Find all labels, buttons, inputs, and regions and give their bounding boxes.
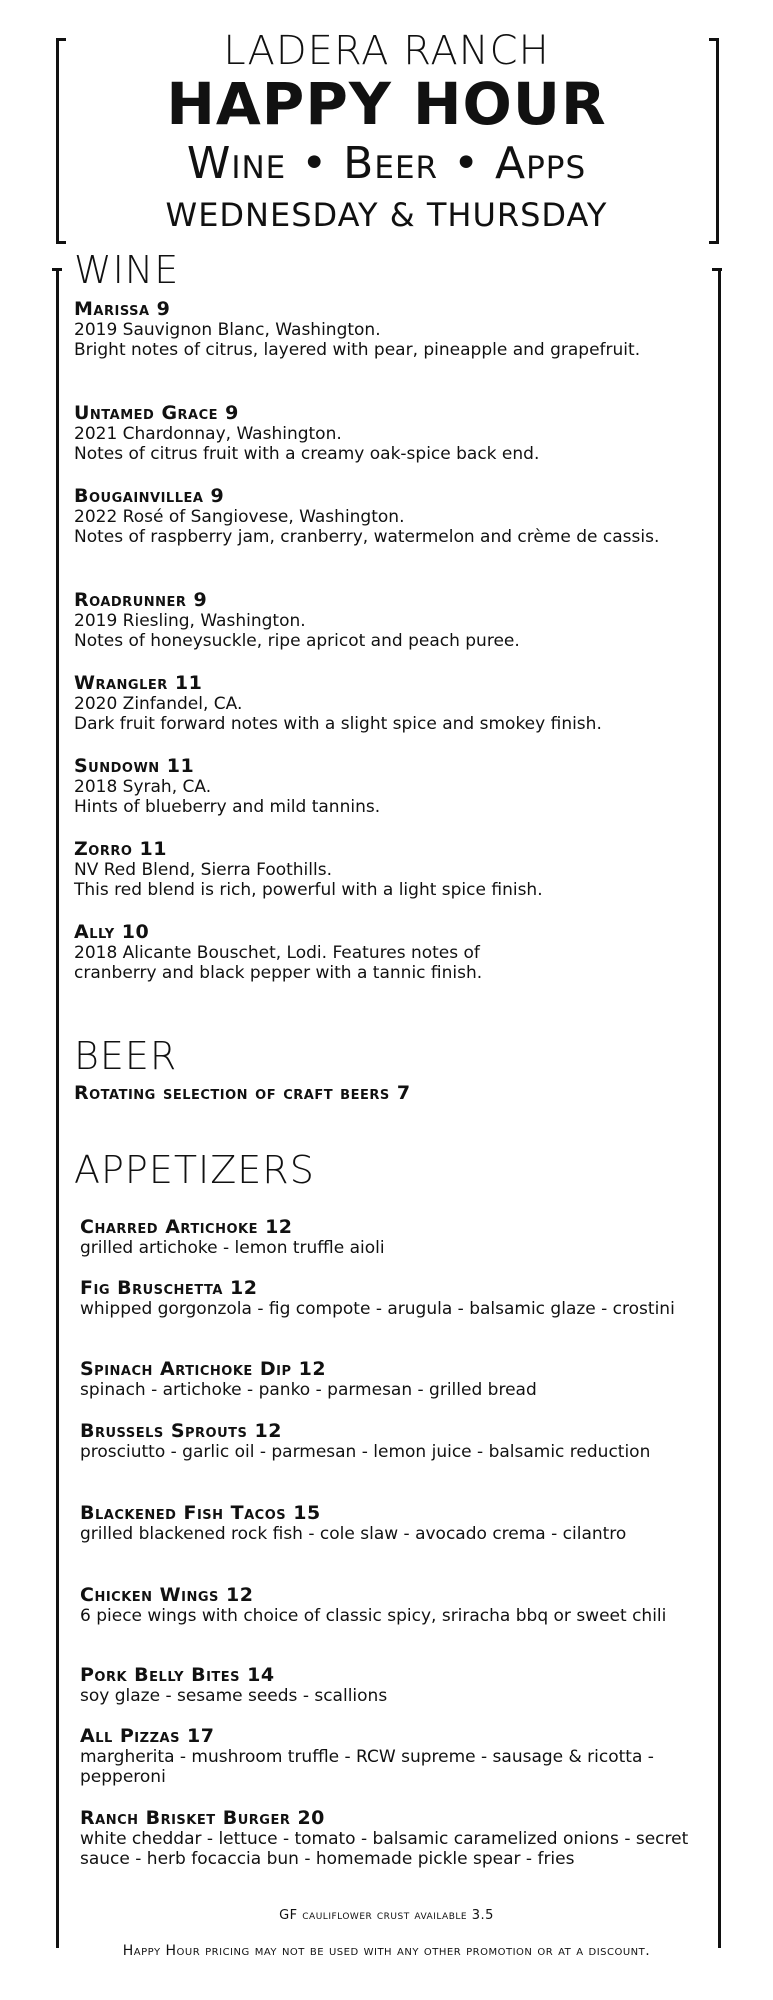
appetizer-item — [80, 1358, 720, 1400]
wine-item-desc: 2018 Alicante Bouschet, Lodi. Features notes of cranberry and black pepper with a tannic finish. — [74, 943, 483, 983]
appetizer-item-name: Pork Belly Bites 14 — [80, 1664, 275, 1686]
appetizer-item-name: Ranch Brisket Burger 20 — [80, 1807, 325, 1829]
wine-item-name: Roadrunner 9 — [74, 589, 208, 611]
wine-item-name: Marissa 9 — [74, 298, 171, 320]
appetizer-item-desc: spinach - artichoke - panko - parmesan - grilled bread — [80, 1380, 537, 1400]
appetizer-item — [80, 1664, 720, 1706]
wine-item-desc: 2021 Chardonnay, Washington. Notes of citrus fruit with a creamy oak-spice back end. — [74, 424, 540, 464]
wine-item — [74, 755, 714, 817]
appetizer-item — [80, 1725, 720, 1787]
appetizer-item — [80, 1420, 720, 1462]
appetizer-item-desc: whipped gorgonzola - fig compote - arugula - balsamic glaze - crostini — [80, 1299, 675, 1319]
appetizer-item-name: Brussels Sprouts 12 — [80, 1420, 282, 1442]
location-title: LADERA RANCH — [223, 28, 550, 74]
beer-item: Rotating selection of craft beers 7 — [74, 1082, 411, 1104]
wine-item — [74, 672, 714, 734]
wine-item-desc: 2022 Rosé of Sangiovese, Washington. Notes of raspberry jam, cranberry, watermelon and crème de cassis. — [74, 507, 660, 547]
wine-item-desc: 2019 Riesling, Washington. Notes of honeysuckle, ripe apricot and peach puree. — [74, 611, 520, 651]
gf-crust-note: GF cauliflower crust available 3.5 — [279, 1908, 494, 1923]
header-frame-right-bottom — [709, 241, 719, 244]
appetizer-item-name: All Pizzas 17 — [80, 1725, 215, 1747]
wine-item-name: Ally 10 — [74, 921, 150, 943]
body-frame-right-top — [712, 268, 722, 271]
appetizers-section-title: APPETIZERS — [74, 1148, 315, 1192]
wine-item-name: Bougainvillea 9 — [74, 485, 225, 507]
wine-item-desc: 2018 Syrah, CA. Hints of blueberry and mild tannins. — [74, 777, 381, 817]
wine-item — [74, 838, 714, 900]
appetizer-item-name: Chicken Wings 12 — [80, 1584, 254, 1606]
appetizer-item — [80, 1277, 720, 1319]
days-line: WEDNESDAY & THURSDAY — [165, 196, 608, 234]
wine-item-desc: NV Red Blend, Sierra Foothills. This red blend is rich, powerful with a light spice finish. — [74, 860, 543, 900]
categories-subtitle: Wine • Beer • Apps — [186, 138, 587, 189]
footer-disclaimer: Happy Hour pricing may not be used with any other promotion or at a discount. — [122, 1943, 651, 1959]
happy-hour-title: HAPPY HOUR — [166, 70, 607, 138]
wine-item — [74, 921, 714, 983]
appetizer-item-desc: 6 piece wings with choice of classic spicy, sriracha bbq or sweet chili — [80, 1606, 667, 1626]
wine-section-title: WINE — [74, 248, 180, 292]
wine-item-name: Sundown 11 — [74, 755, 195, 777]
appetizer-item-desc: margherita - mushroom truffle - RCW supreme - sausage & ricotta - pepperoni — [80, 1747, 654, 1787]
appetizer-item-name: Blackened Fish Tacos 15 — [80, 1502, 321, 1524]
appetizer-item-name: Spinach Artichoke Dip 12 — [80, 1358, 327, 1380]
appetizer-item-name: Fig Bruschetta 12 — [80, 1277, 258, 1299]
appetizer-item-desc: prosciutto - garlic oil - parmesan - lemon juice - balsamic reduction — [80, 1442, 651, 1462]
wine-item — [74, 298, 714, 360]
appetizer-item-desc: grilled blackened rock fish - cole slaw - avocado crema - cilantro — [80, 1524, 627, 1544]
appetizer-item — [80, 1807, 720, 1869]
appetizer-item-desc: white cheddar - lettuce - tomato - balsamic caramelized onions - secret sauce - herb focaccia bun - homemade pickle spear - fries — [80, 1829, 689, 1869]
wine-item-name: Zorro 11 — [74, 838, 167, 860]
header-frame-left-bottom — [56, 241, 66, 244]
wine-item-name: Untamed Grace 9 — [74, 402, 239, 424]
appetizer-item — [80, 1584, 720, 1626]
wine-item — [74, 589, 714, 651]
wine-item-desc: 2019 Sauvignon Blanc, Washington. Bright notes of citrus, layered with pear, pineapple and grapefruit. — [74, 320, 641, 360]
appetizer-item-name: Charred Artichoke 12 — [80, 1216, 293, 1238]
body-frame-left-top — [52, 268, 62, 271]
wine-item — [74, 402, 714, 464]
wine-item — [74, 485, 714, 547]
wine-item-name: Wrangler 11 — [74, 672, 203, 694]
body-frame-left — [56, 268, 59, 1948]
appetizer-item-desc: soy glaze - sesame seeds - scallions — [80, 1686, 388, 1706]
wine-item-desc: 2020 Zinfandel, CA. Dark fruit forward notes with a slight spice and smokey finish. — [74, 694, 602, 734]
appetizer-item-desc: grilled artichoke - lemon truffle aioli — [80, 1238, 385, 1258]
appetizer-item — [80, 1216, 720, 1258]
appetizer-item — [80, 1502, 720, 1544]
beer-section-title: BEER — [74, 1034, 178, 1078]
